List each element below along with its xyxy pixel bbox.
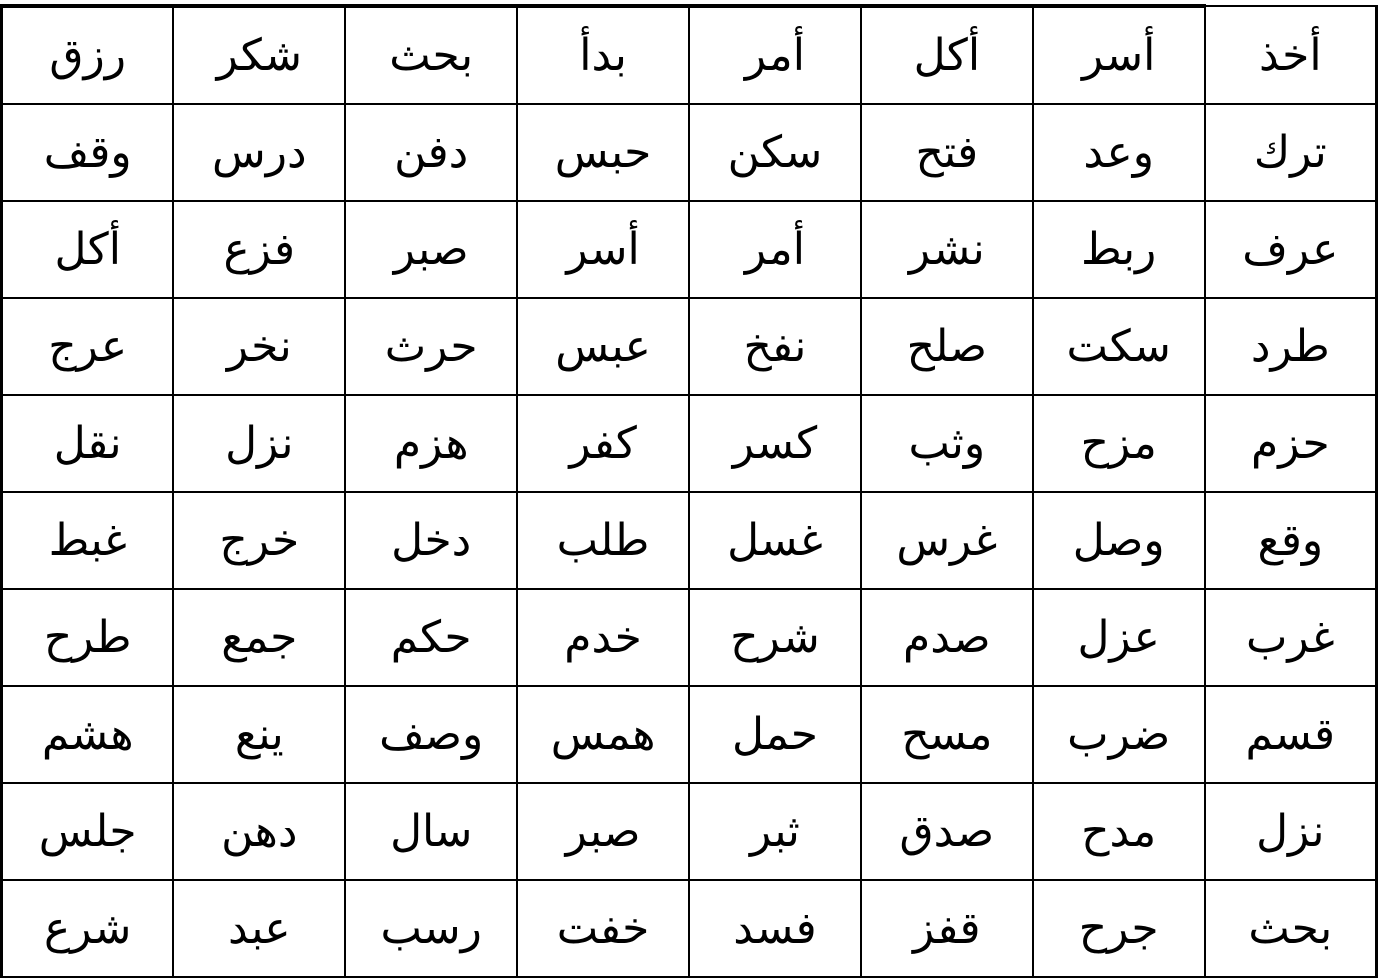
arabic-verbs-table (0, 4, 1378, 978)
word-cell: خفت (517, 880, 689, 977)
word-cell: فتح (861, 104, 1033, 201)
word-cell: أكل (861, 6, 1033, 104)
word-cell: حرث (345, 298, 517, 395)
word-cell: غرب (1205, 589, 1377, 686)
word-cell: كفر (517, 395, 689, 492)
word-cell: ثبر (689, 783, 861, 880)
word-cell: عرف (1205, 201, 1377, 298)
word-cell: همس (517, 686, 689, 783)
word-cell: مسح (861, 686, 1033, 783)
word-cell: صدم (861, 589, 1033, 686)
word-cell: غبط (2, 492, 174, 589)
word-cell: ينع (173, 686, 345, 783)
word-cell: سال (345, 783, 517, 880)
word-cell: ربط (1033, 201, 1205, 298)
word-cell: نزل (1205, 783, 1377, 880)
word-cell: خدم (517, 589, 689, 686)
word-cell: قسم (1205, 686, 1377, 783)
word-cell: خرج (173, 492, 345, 589)
table-row (2, 783, 1377, 880)
word-cell: عزل (1033, 589, 1205, 686)
word-cell: هزم (345, 395, 517, 492)
word-cell: هشم (2, 686, 174, 783)
word-cell: شرح (689, 589, 861, 686)
word-cell: سكت (1033, 298, 1205, 395)
table-row (2, 6, 1377, 104)
word-cell: فسد (689, 880, 861, 977)
word-cell: حزم (1205, 395, 1377, 492)
word-cell: صدق (861, 783, 1033, 880)
word-cell: بحث (345, 6, 517, 104)
word-cell: عرج (2, 298, 174, 395)
word-cell: نخر (173, 298, 345, 395)
word-cell: نقل (2, 395, 174, 492)
word-cell: مدح (1033, 783, 1205, 880)
word-cell: وصف (345, 686, 517, 783)
word-cell: أكل (2, 201, 174, 298)
word-cell: أسر (517, 201, 689, 298)
word-cell: وقف (2, 104, 174, 201)
word-cell: صبر (345, 201, 517, 298)
table-body (2, 6, 1377, 977)
word-cell: صبر (517, 783, 689, 880)
word-cell: دفن (345, 104, 517, 201)
word-cell: دهن (173, 783, 345, 880)
table-row (2, 880, 1377, 977)
word-cell: صلح (861, 298, 1033, 395)
word-cell: شرع (2, 880, 174, 977)
word-cell: ترك (1205, 104, 1377, 201)
word-cell: دخل (345, 492, 517, 589)
table-row (2, 104, 1377, 201)
word-cell: عبس (517, 298, 689, 395)
word-cell: شكر (173, 6, 345, 104)
word-cell: وصل (1033, 492, 1205, 589)
word-cell: أخذ (1205, 6, 1377, 104)
word-cell: وقع (1205, 492, 1377, 589)
word-cell: سكن (689, 104, 861, 201)
table-row (2, 201, 1377, 298)
word-cell: جمع (173, 589, 345, 686)
word-cell: جلس (2, 783, 174, 880)
word-cell: غسل (689, 492, 861, 589)
table-row (2, 395, 1377, 492)
table-row (2, 686, 1377, 783)
word-cell: رزق (2, 6, 174, 104)
word-cell: أسر (1033, 6, 1205, 104)
word-cell: غرس (861, 492, 1033, 589)
word-cell: نزل (173, 395, 345, 492)
word-cell: عبد (173, 880, 345, 977)
word-cell: فزع (173, 201, 345, 298)
word-cell: حمل (689, 686, 861, 783)
word-cell: مزح (1033, 395, 1205, 492)
table-row (2, 589, 1377, 686)
word-cell: حبس (517, 104, 689, 201)
table-row (2, 492, 1377, 589)
word-cell: وعد (1033, 104, 1205, 201)
word-cell: نفخ (689, 298, 861, 395)
word-cell: قفز (861, 880, 1033, 977)
word-cell: بحث (1205, 880, 1377, 977)
word-cell: طرح (2, 589, 174, 686)
word-cell: ضرب (1033, 686, 1205, 783)
word-cell: كسر (689, 395, 861, 492)
word-cell: درس (173, 104, 345, 201)
word-cell: وثب (861, 395, 1033, 492)
table-row (2, 298, 1377, 395)
word-cell: حكم (345, 589, 517, 686)
word-cell: أمر (689, 6, 861, 104)
word-cell: جرح (1033, 880, 1205, 977)
word-cell: نشر (861, 201, 1033, 298)
word-cell: طرد (1205, 298, 1377, 395)
word-cell: أمر (689, 201, 861, 298)
word-cell: رسب (345, 880, 517, 977)
word-cell: بدأ (517, 6, 689, 104)
word-cell: طلب (517, 492, 689, 589)
